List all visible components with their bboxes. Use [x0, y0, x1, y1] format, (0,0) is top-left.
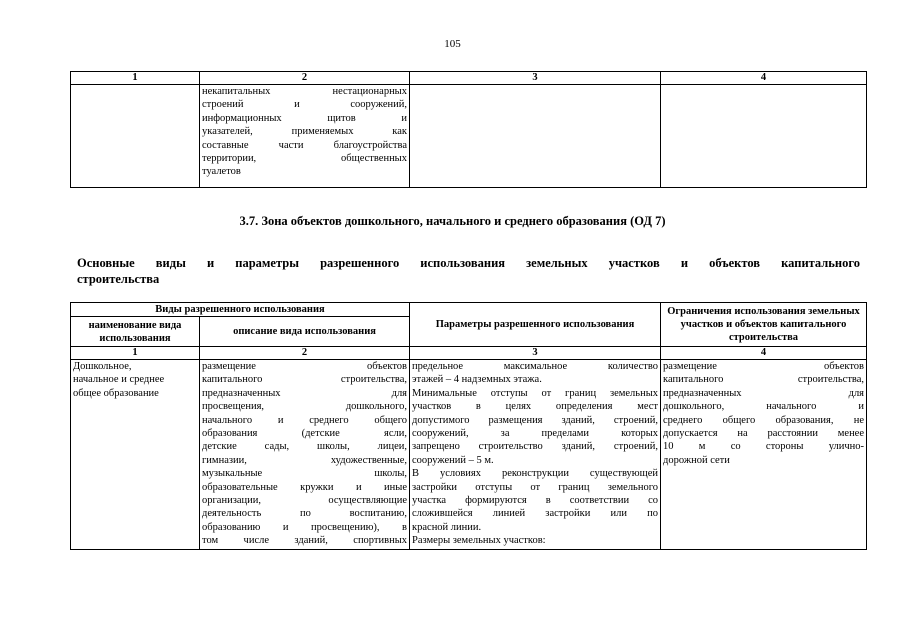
restrictions-line: размещение объектов [663, 361, 865, 372]
table1-cell-2 [200, 85, 410, 188]
subtitle [77, 255, 860, 287]
description-line: организации, осуществляющие [202, 495, 408, 507]
continuation-table [70, 71, 867, 188]
table1-header-4: 4 [661, 72, 867, 85]
description-line: детские сады, школы, лицеи, [202, 441, 408, 453]
table1-header-2: 2 [200, 72, 410, 85]
description-line: образованию и просвещению), в [202, 521, 408, 533]
restrictions-line: 10 м со стороны улично- [663, 441, 865, 453]
table1-header-1: 1 [71, 72, 200, 85]
table2-number-3: 3 [410, 347, 661, 360]
restrictions-line: дошкольного, начального и [663, 401, 865, 413]
description-line: предназначенных для [202, 387, 408, 399]
parameters-cell [410, 360, 661, 550]
description-line: просвещения, дошкольного, [202, 401, 408, 413]
use-name-line: Дошкольное, [73, 361, 132, 372]
table2-number-2: 2 [200, 347, 410, 360]
table1-header-3: 3 [410, 72, 661, 85]
table1-cell-3 [410, 85, 661, 188]
table1-text-line: туалетов [202, 166, 241, 178]
table1-cell-4 [661, 85, 867, 188]
parameters-line: Размеры земельных участков: [412, 535, 546, 547]
parameters-line: сложившейся линией застройки или по [412, 508, 659, 520]
table1-text-line: территории, общественных [202, 153, 407, 165]
description-line: том числе зданий, спортивных [202, 535, 408, 547]
header-restrictions: Ограничения использования земельных участков и объектов капитального строительства [661, 303, 867, 347]
use-description-cell [200, 360, 410, 550]
use-name-cell [71, 360, 200, 550]
table2-number-4: 4 [661, 347, 867, 360]
page-number: 105 [444, 38, 461, 50]
description-line: образовательные кружки и иные [202, 481, 408, 493]
description-line: капитального строительства, [202, 374, 408, 386]
use-name-line: общее образование [73, 387, 159, 399]
description-line: деятельность по воспитанию, [202, 508, 408, 520]
table1-text-line: строений и сооружений, [202, 99, 407, 111]
restrictions-cell [661, 360, 867, 550]
table1-text-line: составные части благоустройства [202, 139, 407, 151]
parameters-line: В условиях реконструкции существующей [412, 468, 659, 480]
parameters-line: застройки отступы от границ земельного [412, 481, 659, 493]
description-line: образования (детские ясли, [202, 428, 408, 440]
parameters-line: сооружений – 5 м. [412, 454, 494, 466]
parameters-line: предельное максимальное количество [412, 361, 659, 372]
restrictions-line: среднего общего образования, не [663, 414, 865, 426]
parameters-line: допустимого размещения зданий, строений, [412, 414, 659, 426]
restrictions-line: допускается на расстоянии менее [663, 428, 865, 440]
use-name-line: начальное и среднее [73, 374, 165, 386]
description-line: гимназии, художественные, [202, 454, 408, 466]
parameters-line: этажей – 4 надземных этажа. [412, 374, 542, 386]
parameters-line: сооружений, за пределами которых [412, 428, 659, 440]
restrictions-line: капитального строительства, [663, 374, 865, 386]
description-line: размещение объектов [202, 361, 408, 372]
parameters-line: Минимальные отступы от границ земельных [412, 387, 659, 399]
description-line: музыкальные школы, [202, 468, 408, 480]
header-parameters: Параметры разрешенного использования [410, 303, 661, 347]
table1-cell-1 [71, 85, 200, 188]
header-permitted-uses: Виды разрешенного использования [71, 303, 410, 317]
header-use-name: наименование вида использования [71, 317, 200, 347]
description-line: начального и среднего общего [202, 414, 408, 426]
subtitle-line-1: Основные виды и параметры разрешенного использования земельных участков и объектов капитального [77, 256, 860, 270]
table1-text-line: информационных щитов и [202, 112, 407, 124]
zoning-table [70, 302, 867, 550]
section-title: 3.7. Зона объектов дошкольного, начального и среднего образования (ОД 7) [239, 214, 666, 228]
parameters-line: участка формируются в соответствии со [412, 495, 659, 507]
parameters-line: участков в целях определения мест [412, 401, 659, 413]
restrictions-line: дорожной сети [663, 454, 730, 466]
parameters-line: запрещено строительство зданий, строений, [412, 441, 659, 453]
header-use-description: описание вида использования [200, 317, 410, 347]
restrictions-line: предназначенных для [663, 387, 865, 399]
table1-text-line: указателей, применяемых как [202, 126, 407, 138]
table1-text-line: некапитальных нестационарных [202, 86, 407, 97]
subtitle-line-2: строительства [77, 272, 160, 286]
parameters-line: красной линии. [412, 521, 482, 533]
table2-number-1: 1 [71, 347, 200, 360]
